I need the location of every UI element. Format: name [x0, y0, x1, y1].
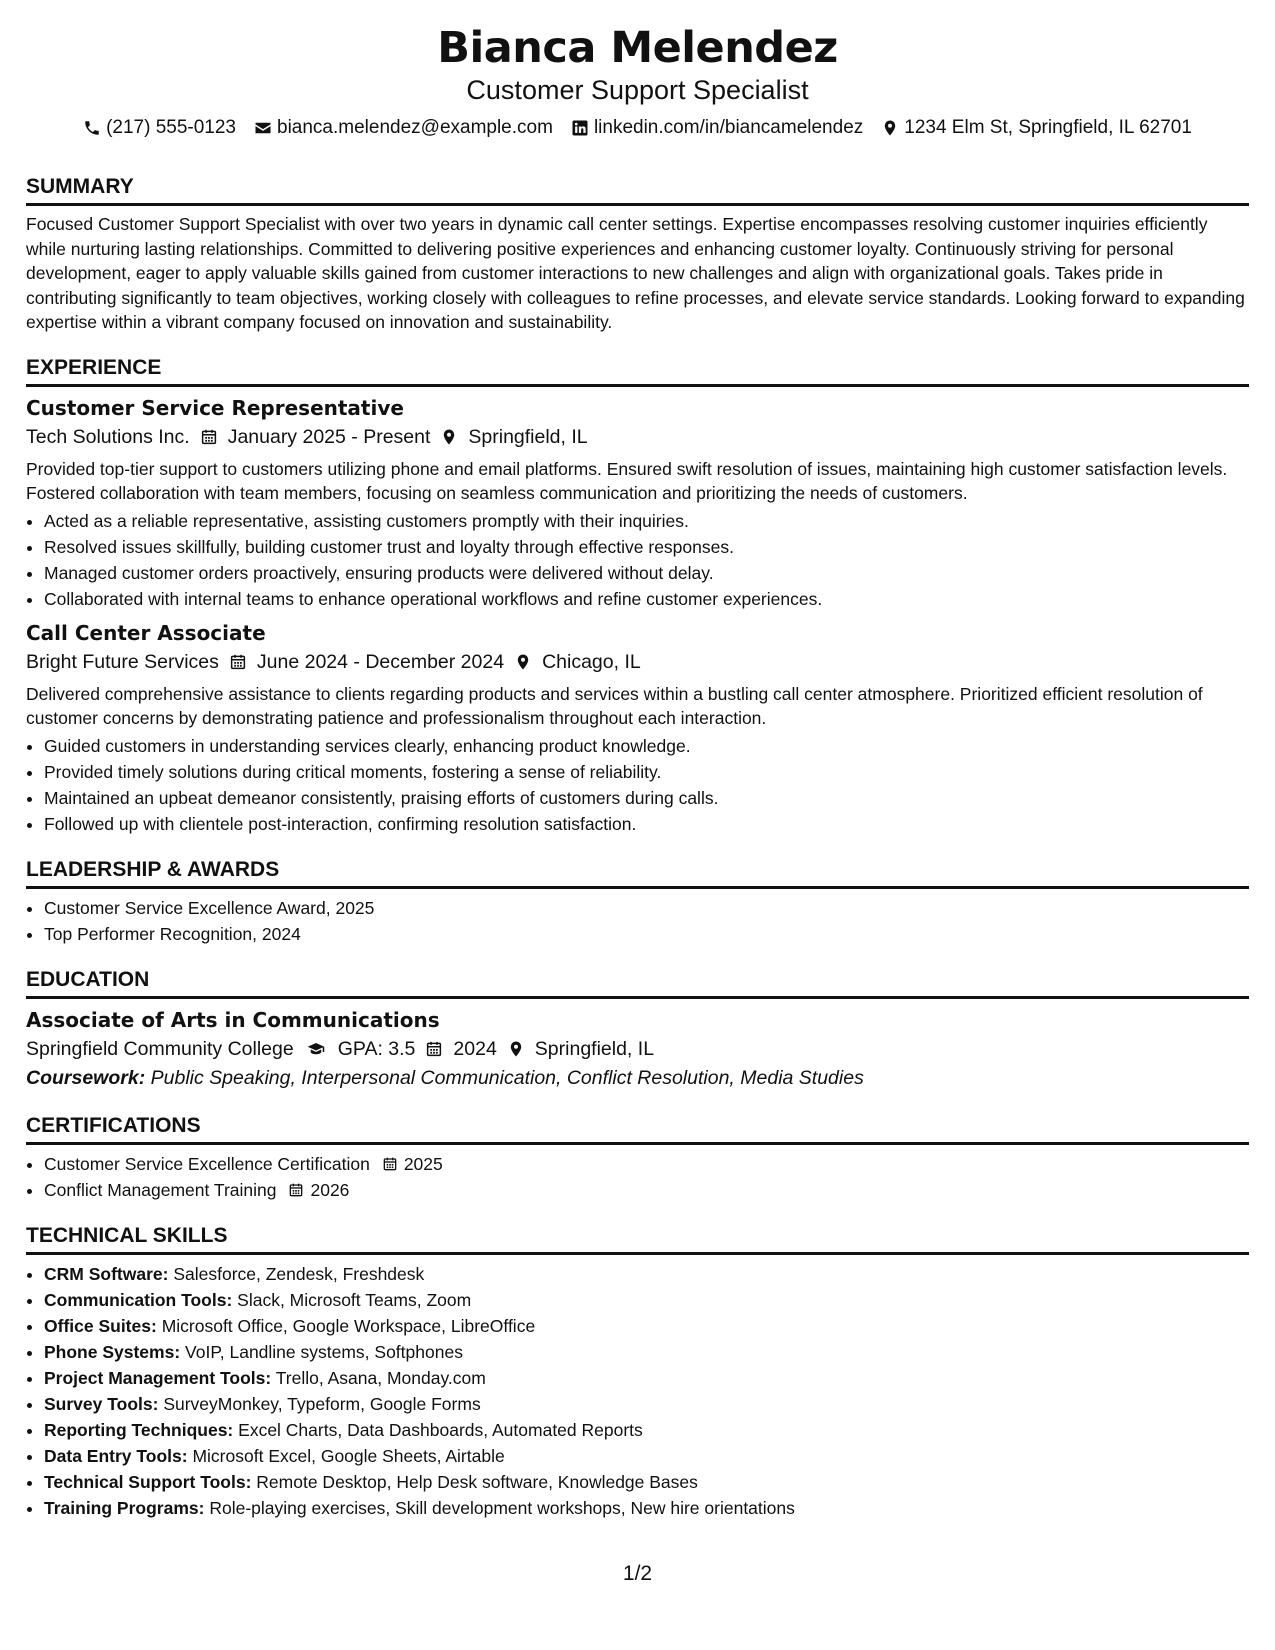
- certifications-section: [26, 1113, 1249, 1203]
- skill-value: Trello, Asana, Monday.com: [275, 1367, 486, 1388]
- candidate-role: Customer Support Specialist: [466, 75, 809, 105]
- address-text: 1234 Elm St, Springfield, IL 62701: [904, 117, 1192, 138]
- calendar-icon: [288, 1182, 304, 1198]
- skill-label: Training Programs:: [44, 1497, 205, 1518]
- list-item: [44, 1365, 1249, 1391]
- calendar-icon: [229, 653, 247, 671]
- list-item: [44, 1339, 1249, 1365]
- education-heading: EDUCATION: [26, 967, 1249, 999]
- email-text[interactable]: bianca.melendez@example.com: [277, 117, 553, 138]
- calendar-icon: [200, 428, 218, 446]
- job-description: Delivered comprehensive assistance to clients regarding products and services within a bustling call center atmosphere. Prioritized efficient resolution of customer concerns by demonstrating patience and professionalism throughout each interaction.: [26, 683, 1203, 728]
- page-number: 1/2: [622, 1562, 653, 1585]
- coursework-label: Coursework:: [26, 1066, 146, 1089]
- job-meta: [26, 423, 1249, 451]
- skill-value: SurveyMonkey, Typeform, Google Forms: [163, 1393, 481, 1414]
- education-section: [26, 967, 1249, 1093]
- graduation-year: 2024: [453, 1037, 497, 1060]
- list-item: • Resolved issues skillfully, building customer trust and loyalty through effective responses.: [44, 534, 1249, 560]
- list-item: [44, 1391, 1249, 1417]
- list-item: • Customer Service Excellence Award, 2025: [44, 895, 1249, 921]
- map-pin-icon: [507, 1040, 525, 1058]
- skill-label: Survey Tools:: [44, 1393, 159, 1414]
- awards-heading: LEADERSHIP & AWARDS: [26, 857, 1249, 889]
- job-description: Provided top-tier support to customers utilizing phone and email platforms. Ensured swift resolution of issues, maintaining high customer satisfaction levels. Fostered collaboration with team members, focusing on seamless communication and prioritizing the needs of customers.: [26, 458, 1228, 503]
- list-item: [44, 1495, 1249, 1521]
- education-meta: [26, 1035, 1249, 1063]
- skill-label: Data Entry Tools:: [44, 1445, 188, 1466]
- cert-year: 2025: [403, 1153, 443, 1174]
- linkedin-icon: [571, 119, 589, 137]
- contact-email[interactable]: [254, 116, 553, 140]
- school-name: Springfield Community College: [26, 1037, 294, 1060]
- skill-value: VoIP, Landline systems, Softphones: [185, 1341, 463, 1362]
- summary-text: Focused Customer Support Specialist with over two years in dynamic call center settings. Expertise encompasses resolving customer inquiries efficiently while nurturing lasting relationships. Committed to delivering positive experiences and enhancing customer loyalty. Continuously striving for personal development, eager to apply valuable skills gained from customer interactions to new challenges and align with organizational goals. Takes pride in contributing significantly to team objectives, working closely with colleagues to refine processes, and elevate service standards. Looking forward to expanding expertise within a vibrant company focused on innovation and sustainability.: [26, 214, 1245, 332]
- job-location: Chicago, IL: [542, 650, 641, 673]
- list-item: [44, 1177, 1249, 1203]
- gpa-text: GPA: 3.5: [337, 1037, 416, 1060]
- skill-label: Phone Systems:: [44, 1341, 181, 1362]
- contact-address: [881, 116, 1192, 140]
- experience-section: [26, 355, 1249, 837]
- job-bullets: [26, 508, 1249, 612]
- job-company: Bright Future Services: [26, 650, 219, 673]
- list-item: [44, 1151, 1249, 1177]
- skills-heading: TECHNICAL SKILLS: [26, 1223, 1249, 1255]
- cert-entry: [44, 1177, 349, 1203]
- list-item: [44, 1443, 1249, 1469]
- experience-heading: EXPERIENCE: [26, 355, 1249, 387]
- cert-name: • Customer Service Excellence Certification: [44, 1153, 370, 1174]
- coursework: [26, 1063, 1249, 1093]
- list-item: [44, 1261, 1249, 1287]
- skill-label: Reporting Techniques:: [44, 1419, 234, 1440]
- skill-value: Slack, Microsoft Teams, Zoom: [237, 1289, 472, 1310]
- skill-value: Remote Desktop, Help Desk software, Knowledge Bases: [256, 1471, 698, 1492]
- candidate-name: Bianca Melendez: [437, 23, 838, 73]
- envelope-icon: [254, 119, 272, 137]
- job-title: Call Center Associate: [26, 620, 266, 645]
- certifications-list: [26, 1151, 1249, 1203]
- cert-entry: [44, 1151, 443, 1177]
- skill-label: Technical Support Tools:: [44, 1471, 252, 1492]
- skill-label: Project Management Tools:: [44, 1367, 272, 1388]
- graduation-cap-icon: [304, 1040, 328, 1058]
- awards-list: [26, 895, 1249, 947]
- job-bullets: [26, 733, 1249, 837]
- job-title: Customer Service Representative: [26, 395, 404, 420]
- list-item: • Provided timely solutions during critical moments, fostering a sense of reliability.: [44, 759, 1249, 785]
- job-meta: [26, 648, 1249, 676]
- skill-value: Microsoft Office, Google Workspace, LibreOffice: [161, 1315, 536, 1336]
- skill-label: Office Suites:: [44, 1315, 157, 1336]
- map-pin-icon: [881, 119, 899, 137]
- job-company: Tech Solutions Inc.: [26, 425, 190, 448]
- contact-linkedin[interactable]: [571, 116, 863, 140]
- job-entry: [26, 620, 1249, 837]
- summary-heading: SUMMARY: [26, 174, 1249, 206]
- map-pin-icon: [514, 653, 532, 671]
- calendar-icon: [382, 1156, 398, 1172]
- school-location: Springfield, IL: [534, 1037, 655, 1060]
- skill-value: Role-playing exercises, Skill development workshops, New hire orientations: [209, 1497, 795, 1518]
- skills-section: [26, 1223, 1249, 1521]
- certifications-heading: CERTIFICATIONS: [26, 1113, 1249, 1145]
- awards-section: [26, 857, 1249, 947]
- skill-value: Microsoft Excel, Google Sheets, Airtable: [192, 1445, 505, 1466]
- map-pin-icon: [440, 428, 458, 446]
- list-item: • Collaborated with internal teams to enhance operational workflows and refine customer experiences.: [44, 586, 1249, 612]
- calendar-icon: [425, 1040, 443, 1058]
- job-entry: [26, 395, 1249, 612]
- skill-label: CRM Software:: [44, 1263, 169, 1284]
- list-item: • Maintained an upbeat demeanor consistently, praising efforts of customers during calls.: [44, 785, 1249, 811]
- skill-label: Communication Tools:: [44, 1289, 233, 1310]
- coursework-text: Public Speaking, Interpersonal Communication, Conflict Resolution, Media Studies: [150, 1066, 864, 1089]
- contact-bar: [26, 116, 1249, 140]
- linkedin-text[interactable]: linkedin.com/in/biancamelendez: [593, 117, 864, 138]
- summary-section: [26, 174, 1249, 335]
- list-item: [44, 1313, 1249, 1339]
- list-item: • Guided customers in understanding services clearly, enhancing product knowledge.: [44, 733, 1249, 759]
- cert-name: • Conflict Management Training: [44, 1179, 277, 1200]
- resume-page: [26, 22, 1249, 1521]
- job-dates: June 2024 - December 2024: [256, 650, 505, 673]
- phone-icon: [83, 119, 101, 137]
- list-item: [44, 1417, 1249, 1443]
- job-location: Springfield, IL: [468, 425, 588, 448]
- degree-title: Associate of Arts in Communications: [26, 1007, 440, 1032]
- list-item: • Acted as a reliable representative, assisting customers promptly with their inquiries.: [44, 508, 1249, 534]
- skills-list: [26, 1261, 1249, 1521]
- skill-value: Salesforce, Zendesk, Freshdesk: [173, 1263, 425, 1284]
- contact-phone: [83, 116, 236, 140]
- list-item: • Followed up with clientele post-interaction, confirming resolution satisfaction.: [44, 811, 1249, 837]
- list-item: [44, 1287, 1249, 1313]
- phone-text: (217) 555-0123: [106, 117, 236, 138]
- job-dates: January 2025 - Present: [227, 425, 431, 448]
- cert-year: 2026: [310, 1179, 350, 1200]
- list-item: • Managed customer orders proactively, ensuring products were delivered without delay.: [44, 560, 1249, 586]
- list-item: • Top Performer Recognition, 2024: [44, 921, 1249, 947]
- list-item: [44, 1469, 1249, 1495]
- skill-value: Excel Charts, Data Dashboards, Automated Reports: [238, 1419, 643, 1440]
